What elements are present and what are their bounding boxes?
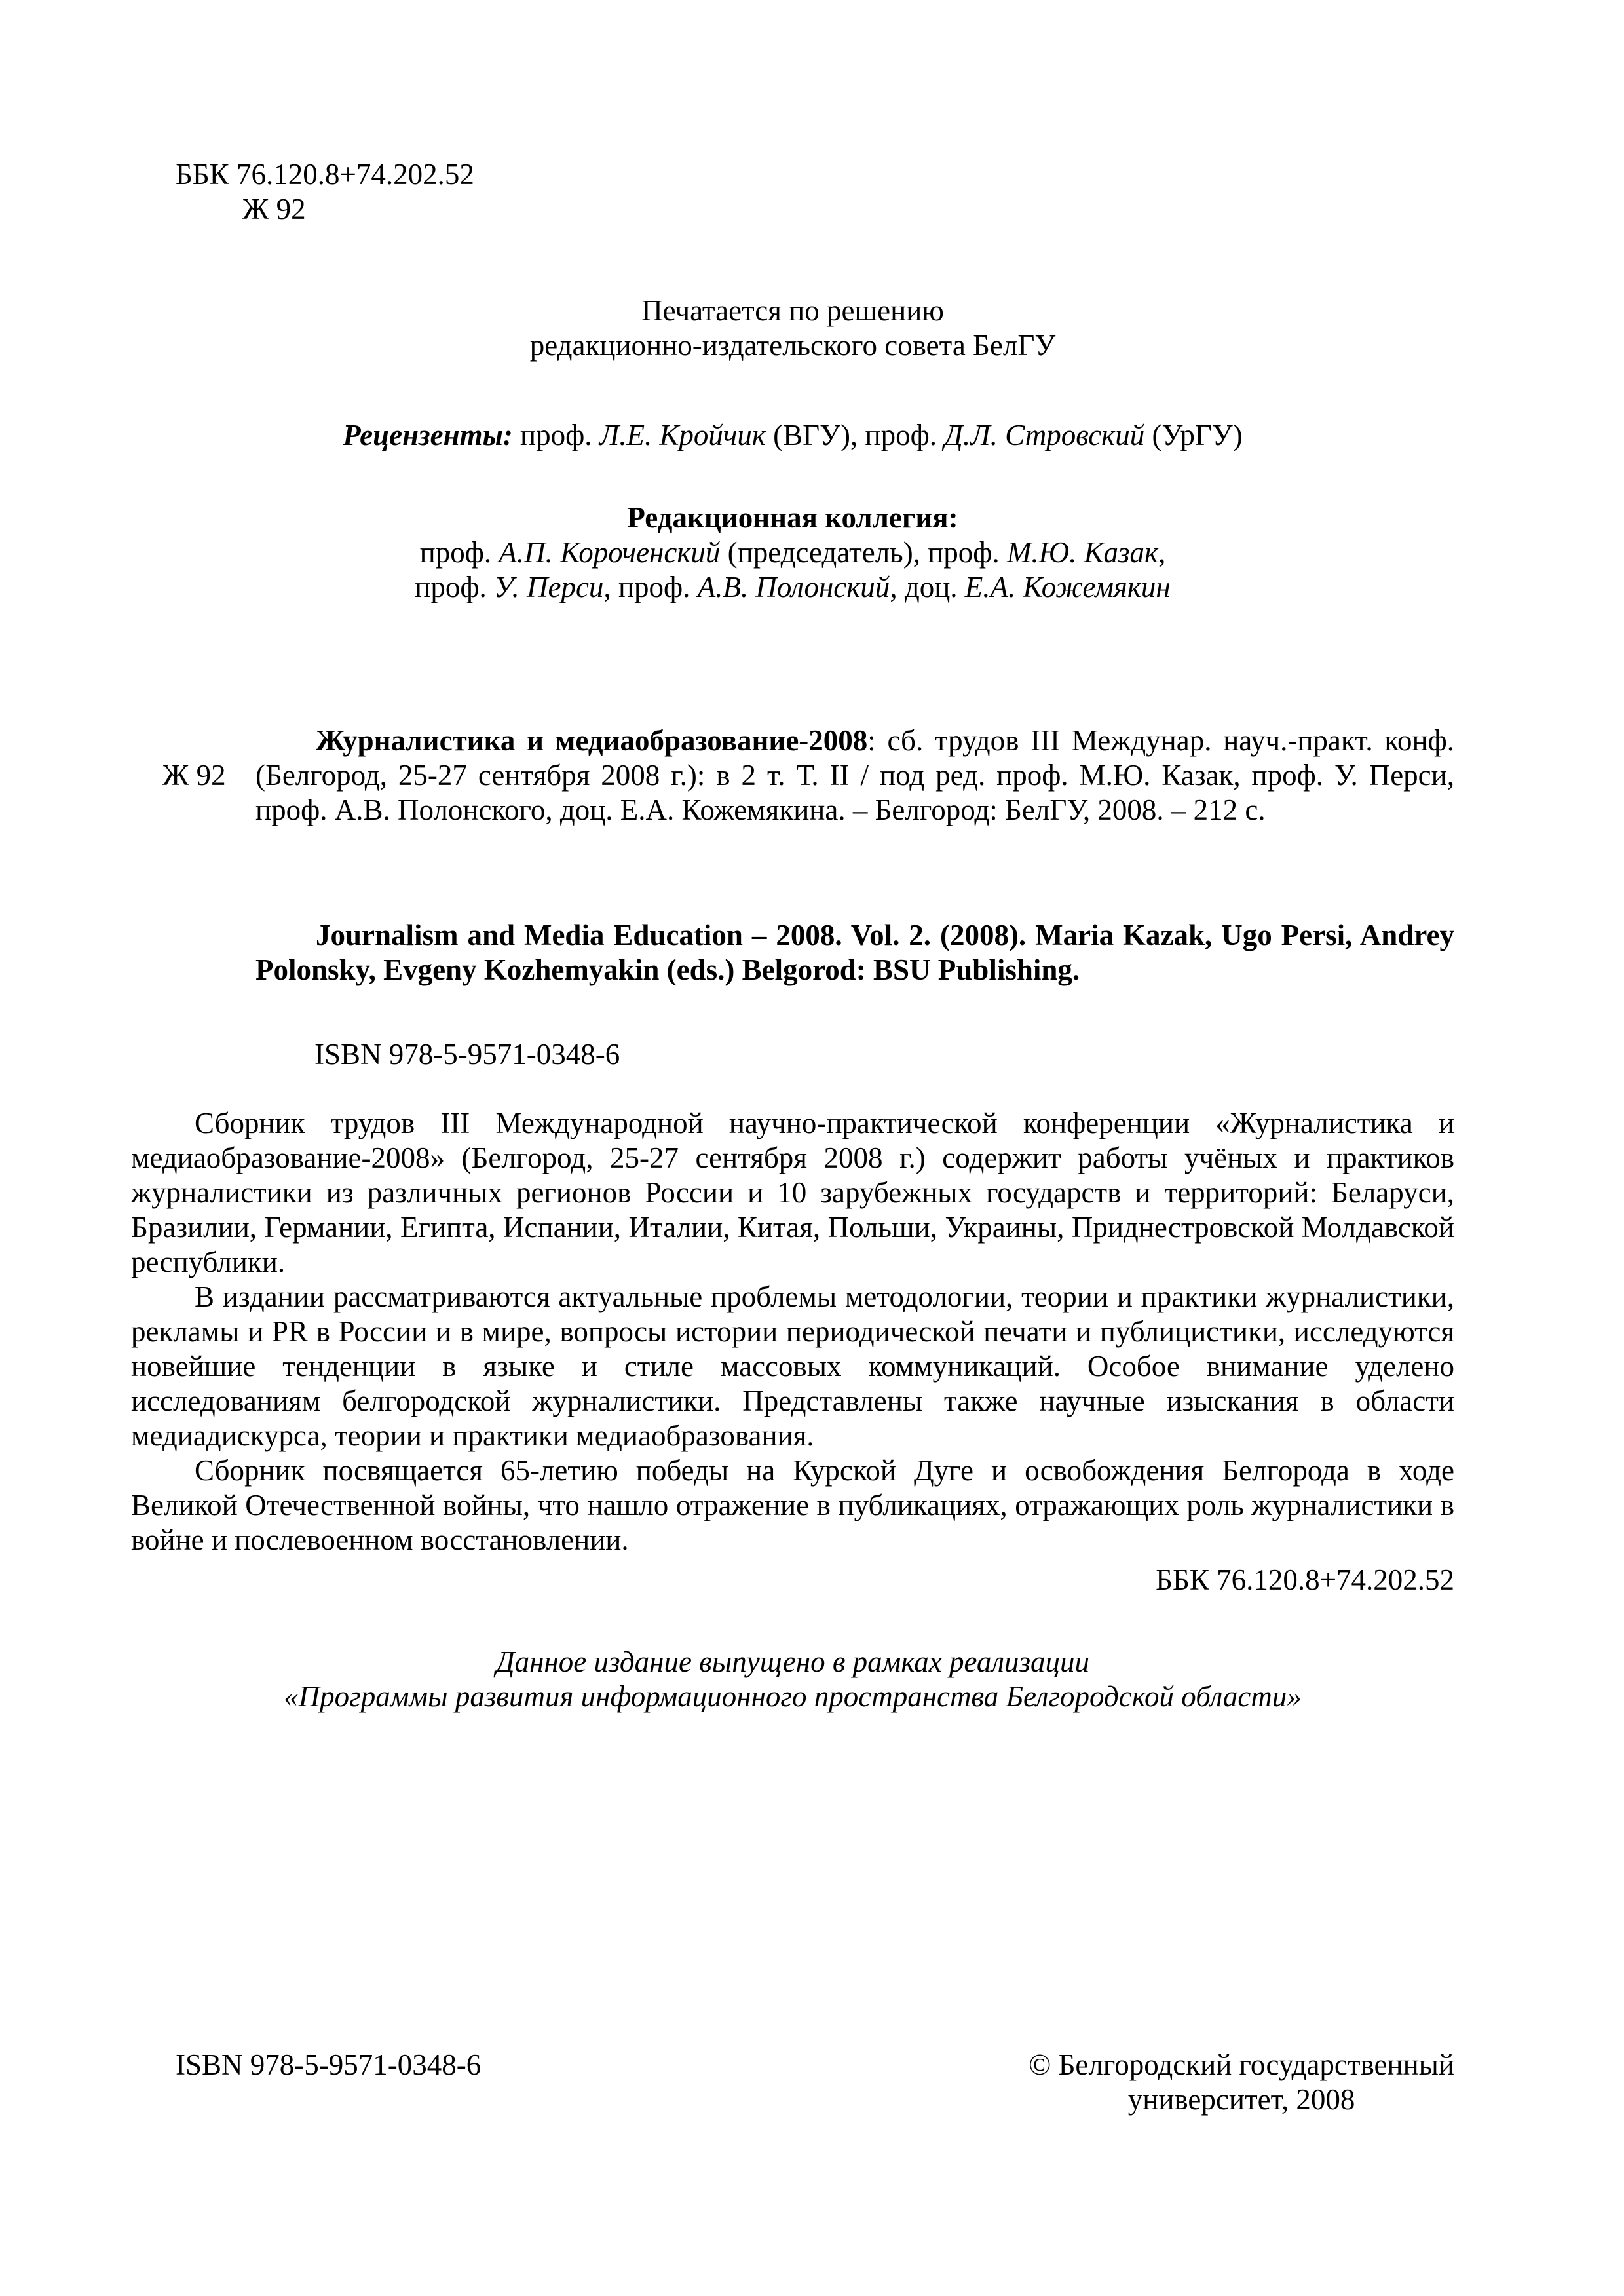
edition-note-line-2: «Программы развития информационного пространства Белгородской области» [284, 1680, 1302, 1713]
board-member-5: Е.А. Кожемякин [964, 571, 1171, 603]
catalog-entry [162, 723, 1454, 828]
print-resolution-line-2: редакционно-издательского совета БелГУ [529, 329, 1056, 362]
board-member-4: А.В. Полонский [697, 571, 890, 603]
editorial-board [131, 501, 1454, 605]
isbn-number: ISBN 978-5-9571-0348-6 [314, 1038, 620, 1071]
abstract-paragraph-1: Сборник трудов III Международной научно-практической конференции «Журналистика и медиаобразование-2008» (Белгород, 25-27 сентября 2008 г.) содержит работы учёных и практиков журналистики из различных регионов России и 10 зарубежных государств и территорий: Беларуси, Бразилии, Германии, Египта, Испании, Италии, Китая, Польши, Украины, Приднестровской Молдавской республики. [131, 1107, 1454, 1278]
abstract-paragraph-2: В издании рассматриваются актуальные проблемы методологии, теории и практики журналистики, рекламы и PR в России и в мире, вопросы истории периодической печати и публицистики, исследуются новейшие тенденции в языке и стиле массовых коммуникаций. Особое внимание уделено исследованиям белгородской журналистики. Представлены также научные изыскания в области медиадискурса, теории и практики медиаобразования. [131, 1280, 1454, 1452]
english-citation: Journalism and Media Education – 2008. Vol. 2. (2008). Maria Kazak, Ugo Persi, Andrey Polonsky, Evgeny Kozhemyakin (eds.) Belgorod: BSU Publishing. [255, 919, 1454, 986]
copyright-line-2: университет, 2008 [1127, 2083, 1355, 2116]
author-sign-entry: Ж 92 [162, 759, 226, 792]
reviewer-affil-1: (ВГУ), проф. [765, 419, 945, 451]
board-role-1: (председатель), проф. [720, 536, 1007, 569]
reviewers-line [131, 418, 1454, 453]
catalog-title: Журналистика и медиаобразование-2008 [316, 724, 868, 757]
reviewer-name-2: Д.Л. Стровский [944, 419, 1145, 451]
edition-note [131, 1645, 1454, 1714]
bbk-code-bottom: ББК 76.120.8+74.202.52 [1156, 1563, 1454, 1596]
board-degree-2: проф. [415, 571, 495, 603]
reviewer-name-1: Л.Е. Кройчик [599, 419, 766, 451]
editorial-board-line-2 [131, 570, 1454, 605]
editorial-board-heading: Редакционная коллегия: [627, 501, 958, 534]
reviewer-degree-1: проф. [520, 419, 599, 451]
board-sep-1: , [1158, 536, 1166, 569]
board-member-1: А.П. Короченский [499, 536, 721, 569]
abstract-paragraph-3: Сборник посвящается 65-летию победы на Курской Дуге и освобождения Белгорода в ходе Великой Отечественной войны, что нашло отражение в публикациях, отражающих роль журналистики в войне и послевоенном восстановлении. [131, 1454, 1454, 1556]
editorial-board-line-1 [131, 535, 1454, 570]
catalog-description: : сб. трудов III Междунар. науч.-практ. конф. (Белгород, 25-27 сентября 2008 г.): в 2 т. Т. II / под ред. проф. М.Ю. Казак, проф. У. Перси, проф. А.В. Полонского, доц. Е.А. Кожемякина. – Белгород: БелГУ, 2008. – 212 с. [255, 724, 1454, 826]
reviewer-affil-2: (УрГУ) [1144, 419, 1243, 451]
board-sep-2: , проф. [603, 571, 698, 603]
catalog-entry-text [255, 723, 1454, 828]
page-footer [131, 2048, 1454, 2117]
author-sign-top: Ж 92 [242, 193, 306, 225]
edition-note-line-1: Данное издание выпущено в рамках реализации [495, 1645, 1090, 1678]
print-resolution-line-1: Печатается по решению [641, 294, 944, 327]
footer-isbn: ISBN 978-5-9571-0348-6 [176, 2048, 482, 2081]
copyright-notice [1029, 2048, 1454, 2117]
copyright-line-1: © Белгородский государственный [1029, 2048, 1454, 2081]
print-resolution [131, 294, 1454, 363]
board-member-3: У. Перси [494, 571, 604, 603]
board-degree-1: проф. [419, 536, 499, 569]
abstract-block [131, 1106, 1454, 1558]
bbk-classification-block [131, 157, 1454, 227]
board-member-2: М.Ю. Казак [1006, 536, 1159, 569]
board-sep-3: , доц. [890, 571, 965, 603]
reviewers-label: Рецензенты: [343, 419, 521, 451]
bbk-code-top: ББК 76.120.8+74.202.52 [176, 158, 474, 191]
